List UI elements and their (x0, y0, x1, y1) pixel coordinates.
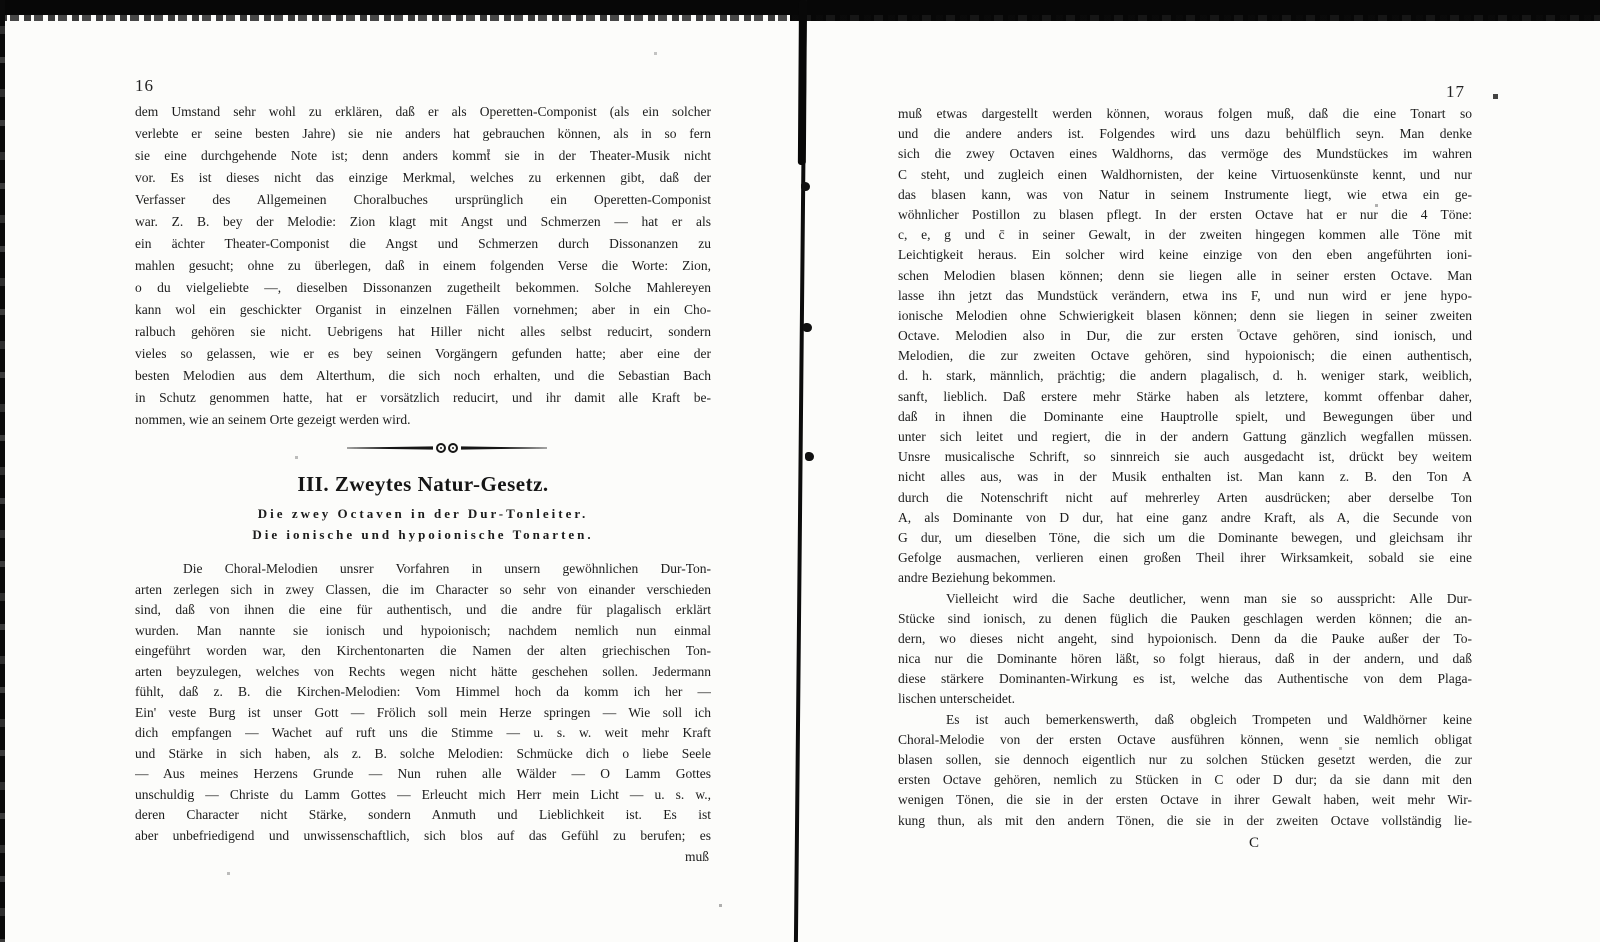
text-line: sie eine durchgehende Note ist; denn anders kommt sie in der Theater-Musik nicht (135, 148, 711, 163)
scan-specks (0, 0, 1, 1)
book-gutter-top (798, 0, 807, 165)
section-heading: III. Zweytes Natur-Gesetz. (297, 472, 549, 496)
text-line: Stücke sind ionisch, zu denen füglich die Pauken geschlagen werden können; die an- (898, 610, 1472, 626)
scan-edge-left (0, 0, 5, 942)
text-line: in Schutz genommen hatte, hat er vorsätzlich reducirt, und ihr damit alle Kraft be- (135, 390, 711, 405)
text-line: diese stärkere Dominanten-Wirkung es ist, welche das Authentische von dem Plaga- (898, 671, 1472, 687)
ring-icon (448, 443, 458, 453)
text-line: nommen, wie an seinem Orte gezeigt werden wird. (135, 412, 411, 427)
text-line: Melodien, die zur zweiten Octave gehören, sind hypoionisch; die einen authentisch, (898, 348, 1472, 364)
text-block-right (898, 104, 1472, 853)
text-line: C steht, und zugleich einen Waldhornisten, der keine Virtuosenkünste kennt, und nur (898, 166, 1472, 182)
text-line: kung thun, als mit den andern Tönen, die sie in der zweiten Octave vollständig lie- (898, 812, 1472, 828)
text-line: andre Beziehung bekommen. (898, 570, 1056, 586)
text-line: c, e, g und c̄ in seiner Gewalt, in der zweiten hingegen kommen alle Töne mit (898, 227, 1472, 243)
text-line: Octave. Melodien also in Dur, die zur ersten Octave gehören, sind ionisch, und (898, 328, 1472, 344)
text-line: ralbuch gehören sie nicht. Uebrigens hat Hiller nicht alles selbst reducirt, sondern (135, 324, 711, 339)
text-line: blasen sollen, sie dennoch eigentlich nur zu solchen Stücken gesetzt werden, die zur (898, 752, 1472, 767)
text-line: deren Character nicht Stärke, sondern Anmuth und Lieblichkeit ist. Es ist (135, 807, 711, 822)
text-line: eingeführt worden war, den Kirchentonarten die Namen der alten griechischen Ton- (135, 643, 711, 658)
text-line: und Stärke in sich haben, als z. B. solche Melodien: Schmücke dich o liebe Seele (135, 745, 711, 761)
text-line: ionische Melodien ohne Schwierigkeit blasen können; denn sie liegen in seiner zweiten (898, 307, 1472, 323)
text-line: kann wol ein geschickter Organist in einzelnen Fällen vornehmen; aber in ein Cho- (135, 302, 711, 317)
text-line: war. Z. B. bey der Melodie: Zion klagt mit Angst und Schmerzen — hat er als (135, 214, 711, 229)
text-line: G dur, um dieselben Töne, die sich um die Dominante bewegen, und gleichsam ihr (898, 529, 1472, 545)
text-line: das blasen kann, was von Natur in seinem Instrumente liegt, wie etwa ein ge- (898, 186, 1472, 202)
binding-stitch (801, 182, 810, 191)
divider-rule-right (461, 446, 547, 450)
paragraph (898, 710, 1472, 831)
text-line: wurden. Man nannte sie ionisch und hypoionisch; nachdem nemlich nun einmal (135, 622, 711, 638)
text-line: Unsre musicalische Schrift, so sinnreich sie auch ausgedacht ist, drückt bey weitem (898, 449, 1472, 465)
section-divider-ornament (183, 441, 711, 455)
text-line: daß in ihnen die Dominante eine Hauptrolle spielt, und Bewegungen über und (898, 408, 1472, 424)
text-line: arten zerlegen sich in zwey Classen, die im Character so sehr von einander verschieden (135, 581, 711, 597)
text-line: vieles so gelassen, wie er es bey seinen Vorgängern gefunden hatte; aber eine der (135, 346, 711, 361)
signature-mark: C (1248, 834, 1259, 851)
paragraph-continuation (135, 101, 711, 431)
text-line: lasse ihn jetzt das Mundstück verändern, etwa ins F, und nun wird er jene hypo- (898, 287, 1472, 303)
text-line: Ein' veste Burg ist unser Gott — Frölich soll mein Herze springen — Wie soll ich (135, 704, 711, 720)
paragraph (135, 559, 711, 846)
text-line: wöhnlicher Postillon zu blasen pflegt. In der ersten Octave hat er nur die 4 Töne: (898, 206, 1472, 222)
text-line: sich die zwey Octaven eines Waldhorns, das vermöge des Mundstückes im wahren (898, 146, 1472, 162)
section-subheading-1: Die zwey Octaven in der Dur-Tonleiter. (257, 506, 589, 521)
page-number-right: 17 (1446, 82, 1465, 101)
text-line: — Aus meines Herzens Grunde — Nun ruhen alle Wälder — O Lamm Gottes (135, 766, 711, 781)
binding-stitch (805, 452, 814, 461)
text-line: muß etwas dargestellt werden können, woraus folgen muß, daß die eine Tonart so (898, 106, 1472, 121)
ring-icon (436, 443, 446, 453)
text-line: schen Melodien blasen können; denn sie liegen alle in seiner ersten Octave. Man (898, 267, 1472, 283)
text-line: unter sich leitet und regiert, die in der andern Gattung gänzlich wegfallen müssen. (898, 429, 1472, 444)
catchword: muß (684, 849, 709, 864)
text-line: Verfasser des Allgemeinen Choralbuches ursprünglich ein Operetten-Componist (135, 192, 711, 207)
text-line: Choral-Melodie von der ersten Octave ausführen können, wenn sie nemlich obligat (898, 731, 1472, 747)
text-line: dem Umstand sehr wohl zu erklären, daß er als Operetten-Componist (als ein solcher (135, 104, 711, 119)
text-line: vor. Es ist dieses nicht das einzige Merkmal, welches zu erkennen gibt, daß der (135, 170, 711, 185)
text-block-left (135, 101, 711, 867)
divider-rule-left (347, 446, 433, 450)
text-line: o du vielgeliebte —, dieselben Dissonanzen zugetheilt bekommen. Solche Mahlereyen (135, 280, 711, 295)
text-line: Es ist auch bemerkenswerth, daß obgleich Trompeten und Waldhörner keine (946, 711, 1472, 727)
divider-rings-icon (436, 443, 458, 453)
section-subheading-2: Die ionische und hypoionische Tonarten. (252, 527, 594, 542)
text-line: besten Melodien aus dem Alterthum, die sich noch erhalten, und die Sebastian Bach (135, 368, 711, 383)
text-line: dich empfangen — Wachet auf ruft uns die Stimme — u. s. w. weit mehr Kraft (135, 725, 711, 740)
text-line: verlebte er seine besten Jahre) sie nie anders hat gebrauchen können, als in so fern (135, 126, 711, 141)
text-line: A, als Dominante von D dur, hat eine ganz andre Kraft, als A, die Secunde von (898, 509, 1472, 525)
text-line: lischen unterscheidet. (898, 691, 1015, 707)
text-line: sind, daß von ihnen die eine für authentisch, und die andre für plagalisch erklärt (135, 602, 711, 617)
text-line: nicht alles aus, was in der Musik enthalten ist. Man kann z. B. den Ton A (898, 469, 1472, 485)
text-line: und die andere anders ist. Folgendes wird uns dazu behülflich seyn. Man denke (898, 126, 1472, 142)
text-line: d. h. stark, männlich, prächtig; die andern plagalisch, d. h. weniger stark, weiblich, (898, 368, 1472, 384)
text-line: aber unbefriedigend und unwissenschaftlich, sich blos auf das Gefühl zu berufen; es (135, 827, 711, 843)
text-line: arten beyzulegen, welches von Rechts wegen nicht hätte geschehen sollen. Jedermann (135, 663, 711, 679)
text-line: fühlt, daß z. B. die Kirchen-Melodien: Vom Himmel hoch da komm ich her — (135, 684, 711, 699)
page-number-left: 16 (135, 76, 154, 95)
paragraph-continuation (898, 104, 1472, 589)
binding-stitch (803, 323, 812, 332)
text-line: Die Choral-Melodien unsrer Vorfahren in unsern gewöhnlichen Dur-Ton- (183, 561, 711, 576)
text-line: Gefolge ausmachen, verlieren einen großen Theil ihrer Wirksamkeit, sobald sie eine (898, 550, 1472, 566)
text-line: Leichtigkeit heraus. Ein solcher wird keine einzige von den eben angeführten ioni- (898, 247, 1472, 263)
text-line: mahlen gesucht; ohne zu überlegen, daß in einem folgenden Verse die Worte: Zion, (135, 258, 711, 273)
text-line: dern, wo dieses nicht angeht, sind hypoionisch. Denn da die Pauke außer der To- (898, 630, 1472, 646)
text-line: ersten Octave gehören, nemlich zu Stücken in C oder D dur; da sie dann mit den (898, 772, 1472, 788)
text-line: ein ächter Theater-Componist die Angst und Schmerzen durch Dissonanzen zu (135, 236, 711, 251)
text-line: Vielleicht wird die Sache deutlicher, wenn man sie so ausspricht: Alle Dur- (946, 590, 1472, 606)
text-line: wenigen Tönen, die sie in der ersten Octave in ihrer Gewalt haben, weit mehr Wir- (898, 792, 1472, 808)
text-line: sanft, lieblich. Daß erstere mehr Stärke haben als letztere, kommt offenbar daher, (898, 388, 1472, 404)
text-line: unschuldig — Christe du Lamm Gottes — Erleucht mich Herr mein Licht — u. s. w., (135, 786, 711, 802)
text-line: durch die Notenschrift nicht auf mehrerley Arten ausdrücken; aber derselbe Ton (898, 489, 1472, 505)
paragraph (898, 589, 1472, 710)
text-line: nica nur die Dominante hören läßt, so folgt hieraus, daß in der andern, und daß (898, 651, 1472, 667)
